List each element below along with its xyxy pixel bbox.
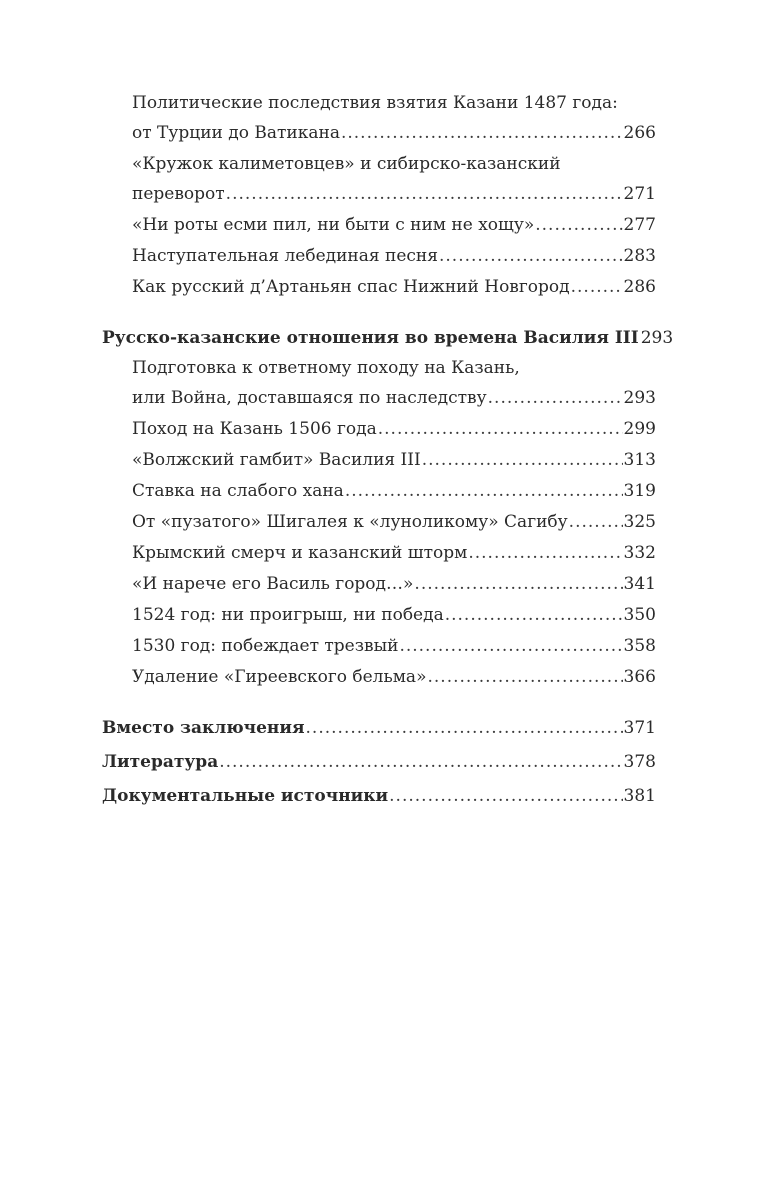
toc-entry-title: Поход на Казань 1506 года xyxy=(132,419,377,439)
toc-entry[interactable] xyxy=(102,631,656,661)
toc-entry-page: 266 xyxy=(623,123,656,143)
toc-entry-title: Крымский смерч и казанский шторм xyxy=(132,543,468,563)
toc-entry-page: 299 xyxy=(623,419,656,439)
toc-chapter[interactable] xyxy=(102,713,656,743)
dot-leader xyxy=(569,507,623,537)
toc-entry-page: 325 xyxy=(623,512,656,532)
toc-entry[interactable] xyxy=(102,445,656,475)
toc-chapter-title: Литература xyxy=(102,752,219,772)
toc-entry[interactable] xyxy=(102,149,656,209)
toc-entry-page: 271 xyxy=(623,184,656,204)
toc-entry-title: «И нарече его Василь город…» xyxy=(132,574,414,594)
toc-chapter-page: 381 xyxy=(623,786,656,806)
dot-leader xyxy=(427,662,622,692)
toc-entry[interactable] xyxy=(102,210,656,240)
toc-entry[interactable] xyxy=(102,600,656,630)
dot-leader xyxy=(445,600,623,630)
toc-entry-title-line1: Подготовка к ответному походу на Казань, xyxy=(132,358,520,378)
toc-entry-page: 350 xyxy=(623,605,656,625)
toc-entry-page: 313 xyxy=(623,450,656,470)
dot-leader xyxy=(414,569,622,599)
toc-entry-title-line2: или Война, доставшаяся по наследству xyxy=(132,388,487,408)
toc-entry-title: 1530 год: побеждает трезвый xyxy=(132,636,399,656)
dot-leader xyxy=(488,383,623,413)
dot-leader xyxy=(345,476,623,506)
dot-leader xyxy=(306,713,623,743)
toc-chapter-page: 371 xyxy=(623,718,656,738)
toc-entry-page: 341 xyxy=(623,574,656,594)
toc-chapter-title: Русско-казанские отношения во времена Василия III xyxy=(102,328,639,348)
toc-entry[interactable] xyxy=(102,507,656,537)
toc-entry-title-line1: Политические последствия взятия Казани 1487 года: xyxy=(132,93,618,113)
toc-entry[interactable] xyxy=(102,662,656,692)
toc-entry[interactable] xyxy=(102,414,656,444)
section-spacer xyxy=(102,303,656,323)
toc-chapter-page: 293 xyxy=(640,328,674,348)
dot-leader xyxy=(535,210,622,240)
table-of-contents xyxy=(102,88,674,811)
toc-entry-title-line2: переворот xyxy=(132,184,225,204)
toc-entry[interactable] xyxy=(102,88,656,148)
toc-entry-page: 332 xyxy=(623,543,656,563)
toc-chapter[interactable] xyxy=(102,323,674,353)
toc-entry-title: От «пузатого» Шигалея к «луноликому» Сагибу xyxy=(132,512,568,532)
toc-chapter-title: Вместо заключения xyxy=(102,718,305,738)
toc-entry-title: Удаление «Гиреевского бельма» xyxy=(132,667,427,687)
section-spacer xyxy=(102,693,656,713)
toc-entry-title: Ставка на слабого хана xyxy=(132,481,344,501)
toc-entry[interactable] xyxy=(102,476,656,506)
toc-entry[interactable] xyxy=(102,538,656,568)
toc-entry-title: «Волжский гамбит» Василия III xyxy=(132,450,421,470)
toc-entry-title: 1524 год: ни проигрыш, ни победа xyxy=(132,605,444,625)
toc-entry-title: Наступательная лебединая песня xyxy=(132,246,438,266)
toc-entry-page: 319 xyxy=(623,481,656,501)
toc-entry[interactable] xyxy=(102,272,656,302)
toc-entry[interactable] xyxy=(102,241,656,271)
toc-entry-title-line1: «Кружок калиметовцев» и сибирско-казанский xyxy=(132,154,561,174)
dot-leader xyxy=(341,118,623,148)
toc-entry-page: 293 xyxy=(623,388,656,408)
dot-leader xyxy=(439,241,623,271)
dot-leader xyxy=(378,414,623,444)
toc-entry-page: 283 xyxy=(623,246,656,266)
dot-leader xyxy=(399,631,622,661)
toc-entry-page: 358 xyxy=(623,636,656,656)
toc-entry-page: 366 xyxy=(623,667,656,687)
toc-entry-page: 277 xyxy=(623,215,656,235)
toc-entry-title: «Ни роты есми пил, ни быти с ним не хощу» xyxy=(132,215,535,235)
dot-leader xyxy=(389,781,622,811)
toc-chapter[interactable] xyxy=(102,747,656,777)
toc-chapter-page: 378 xyxy=(623,752,656,772)
toc-entry[interactable] xyxy=(102,569,656,599)
toc-chapter[interactable] xyxy=(102,781,656,811)
toc-entry-page: 286 xyxy=(623,277,656,297)
toc-entry[interactable] xyxy=(102,353,656,413)
toc-chapter-title: Документальные источники xyxy=(102,786,389,806)
dot-leader xyxy=(219,747,622,777)
dot-leader xyxy=(571,272,623,302)
dot-leader xyxy=(468,538,622,568)
dot-leader xyxy=(422,445,623,475)
dot-leader xyxy=(226,179,623,209)
toc-entry-title-line2: от Турции до Ватикана xyxy=(132,123,340,143)
toc-entry-title: Как русский д’Артаньян спас Нижний Новгород xyxy=(132,277,570,297)
